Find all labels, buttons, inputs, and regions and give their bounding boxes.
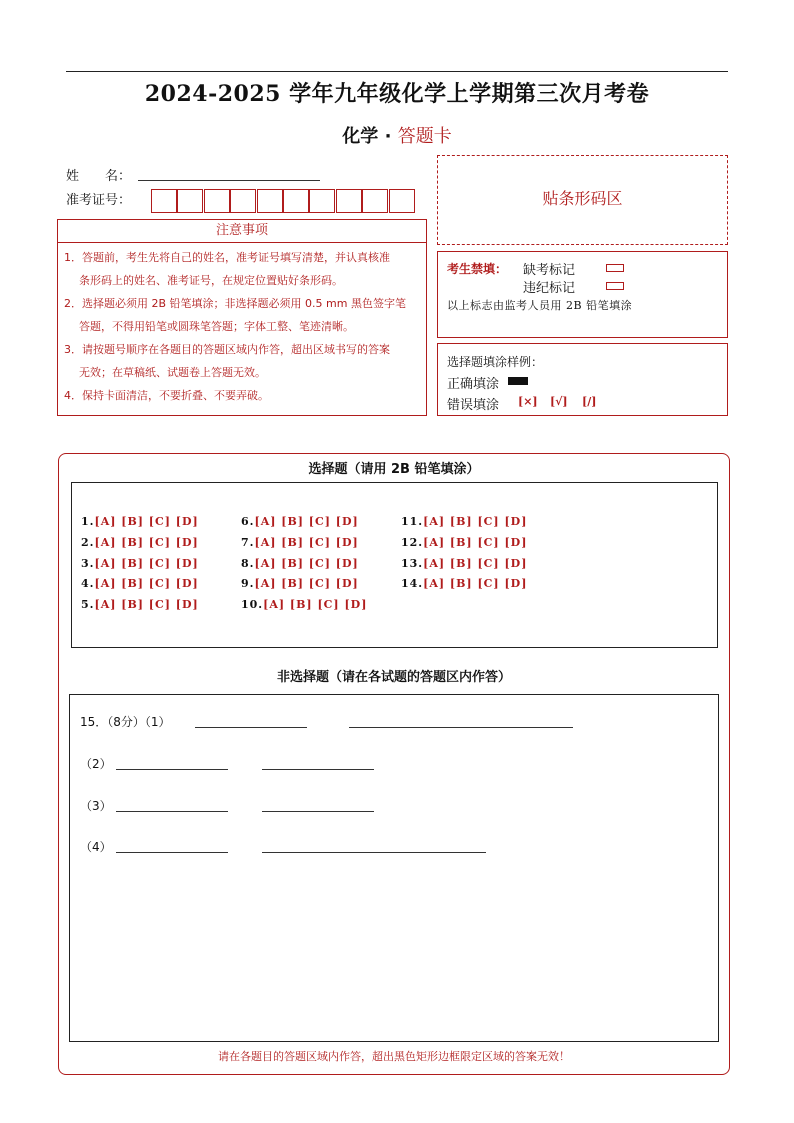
choice-question-1[interactable]: 1.[A] [B] [C] [D] (81, 515, 199, 528)
top-rule (66, 71, 728, 72)
id-digit-box[interactable] (257, 189, 283, 213)
choice-options[interactable]: [A] [B] [C] [D] (423, 536, 528, 549)
notice-item-4: 4．保持卡面清洁，不要折叠、不要弄破。 (64, 389, 269, 402)
q15-1-line-b[interactable] (349, 727, 573, 728)
notice-item-2: 2．选择题必须用 2B 铅笔填涂；非选择题必须用 0.5 mm 黑色签字笔 (64, 297, 406, 310)
choice-question-2[interactable]: 2.[A] [B] [C] [D] (81, 536, 199, 549)
choice-options[interactable]: [A] [B] [C] [D] (94, 536, 199, 549)
choice-question-14[interactable]: 14.[A] [B] [C] [D] (401, 577, 528, 590)
q15-part-2-label: （2） (80, 757, 112, 771)
violation-label: 违纪标记 (523, 281, 576, 296)
wrong-mark-check: [√] (550, 395, 568, 408)
id-label: 准考证号： (66, 193, 132, 208)
choice-options[interactable]: [A] [B] [C] [D] (254, 515, 359, 528)
id-digit-box[interactable] (283, 189, 309, 213)
choice-options[interactable]: [A] [B] [C] [D] (254, 536, 359, 549)
correct-fill-label: 正确填涂 (447, 377, 500, 392)
choice-options[interactable]: [A] [B] [C] [D] (423, 557, 528, 570)
page-title: 2024-2025 学年九年级化学上学期第三次月考卷 (144, 81, 650, 107)
id-digit-box[interactable] (362, 189, 388, 213)
choice-options[interactable]: [A] [B] [C] [D] (423, 515, 528, 528)
choice-question-7[interactable]: 7.[A] [B] [C] [D] (241, 536, 359, 549)
q15-part-4-label: （4） (80, 840, 112, 854)
free-answer-box (69, 694, 719, 1042)
absent-mark-box[interactable] (606, 264, 624, 272)
q15-2-line-b[interactable] (262, 769, 374, 770)
id-digit-box[interactable] (230, 189, 256, 213)
choice-question-12[interactable]: 12.[A] [B] [C] [D] (401, 536, 528, 549)
choice-options[interactable]: [A] [B] [C] [D] (94, 515, 199, 528)
id-digit-box[interactable] (151, 189, 177, 213)
q15-4-line-a[interactable] (116, 852, 228, 853)
free-section-title: 非选择题（请在各试题的答题区内作答） (276, 670, 511, 685)
subtitle-card: 答题卡 (397, 126, 452, 147)
notice-item-3-cont: 无效；在草稿纸、试题卷上答题无效。 (79, 366, 266, 379)
q15-3-line-b[interactable] (262, 811, 374, 812)
choice-question-8[interactable]: 8.[A] [B] [C] [D] (241, 557, 359, 570)
choice-options[interactable]: [A] [B] [C] [D] (263, 598, 368, 611)
choice-options[interactable]: [A] [B] [C] [D] (94, 557, 199, 570)
choice-section-title: 选择题（请用 2B 铅笔填涂） (308, 462, 480, 477)
correct-fill-sample (508, 377, 528, 385)
choice-question-6[interactable]: 6.[A] [B] [C] [D] (241, 515, 359, 528)
subtitle-separator: · (384, 126, 392, 147)
sample-title: 选择题填涂样例： (447, 355, 544, 369)
violation-mark-box[interactable] (606, 282, 624, 290)
choice-question-10[interactable]: 10.[A] [B] [C] [D] (241, 598, 368, 611)
q15-label: 15．（8分）（1） (80, 715, 171, 729)
id-digit-box[interactable] (204, 189, 230, 213)
q15-3-line-a[interactable] (116, 811, 228, 812)
choice-question-9[interactable]: 9.[A] [B] [C] [D] (241, 577, 359, 590)
choice-question-11[interactable]: 11.[A] [B] [C] [D] (401, 515, 528, 528)
wrong-fill-label: 错误填涂 (447, 398, 500, 413)
choice-options[interactable]: [A] [B] [C] [D] (423, 577, 528, 590)
q15-1-line-a[interactable] (195, 727, 307, 728)
notice-item-2-cont: 答题，不得用铅笔或圆珠笔答题；字体工整、笔迹清晰。 (79, 320, 354, 333)
wrong-mark-slash: [/] (582, 395, 597, 408)
notice-item-1-cont: 条形码上的姓名、准考证号，在规定位置贴好条形码。 (79, 274, 343, 287)
notice-heading: 注意事项 (57, 219, 427, 243)
wrong-mark-x: [×] (518, 395, 538, 408)
q15-4-line-b[interactable] (262, 852, 486, 853)
name-field[interactable] (138, 180, 320, 181)
page-subtitle (0, 122, 794, 148)
forbidden-label: 考生禁填： (447, 262, 508, 276)
choice-options[interactable]: [A] [B] [C] [D] (254, 557, 359, 570)
q15-2-line-a[interactable] (116, 769, 228, 770)
id-digit-box[interactable] (177, 189, 203, 213)
q15-part-3-label: （3） (80, 799, 112, 813)
forbidden-note: 以上标志由监考人员用 2B 铅笔填涂 (447, 299, 633, 312)
choice-question-5[interactable]: 5.[A] [B] [C] [D] (81, 598, 199, 611)
choice-question-13[interactable]: 13.[A] [B] [C] [D] (401, 557, 528, 570)
id-digit-box[interactable] (309, 189, 335, 213)
subtitle-subject: 化学 (342, 126, 379, 147)
id-digit-box[interactable] (336, 189, 362, 213)
choice-question-4[interactable]: 4.[A] [B] [C] [D] (81, 577, 199, 590)
notice-item-3: 3．请按题号顺序在各题目的答题区域内作答，超出区域书写的答案 (64, 343, 390, 356)
choice-options[interactable]: [A] [B] [C] [D] (94, 598, 199, 611)
name-label: 姓 名： (66, 169, 132, 184)
barcode-label: 贴条形码区 (542, 189, 623, 208)
choice-options[interactable]: [A] [B] [C] [D] (254, 577, 359, 590)
absent-label: 缺考标记 (523, 263, 576, 278)
id-digit-box[interactable] (389, 189, 415, 213)
notice-panel (57, 242, 427, 416)
footer-note: 请在各题目的答题区域内作答，超出黑色矩形边框限定区域的答案无效！ (218, 1050, 570, 1063)
choice-options[interactable]: [A] [B] [C] [D] (94, 577, 199, 590)
choice-question-3[interactable]: 3.[A] [B] [C] [D] (81, 557, 199, 570)
notice-item-1: 1．答题前，考生先将自己的姓名，准考证号填写清楚，并认真核准 (64, 251, 390, 264)
